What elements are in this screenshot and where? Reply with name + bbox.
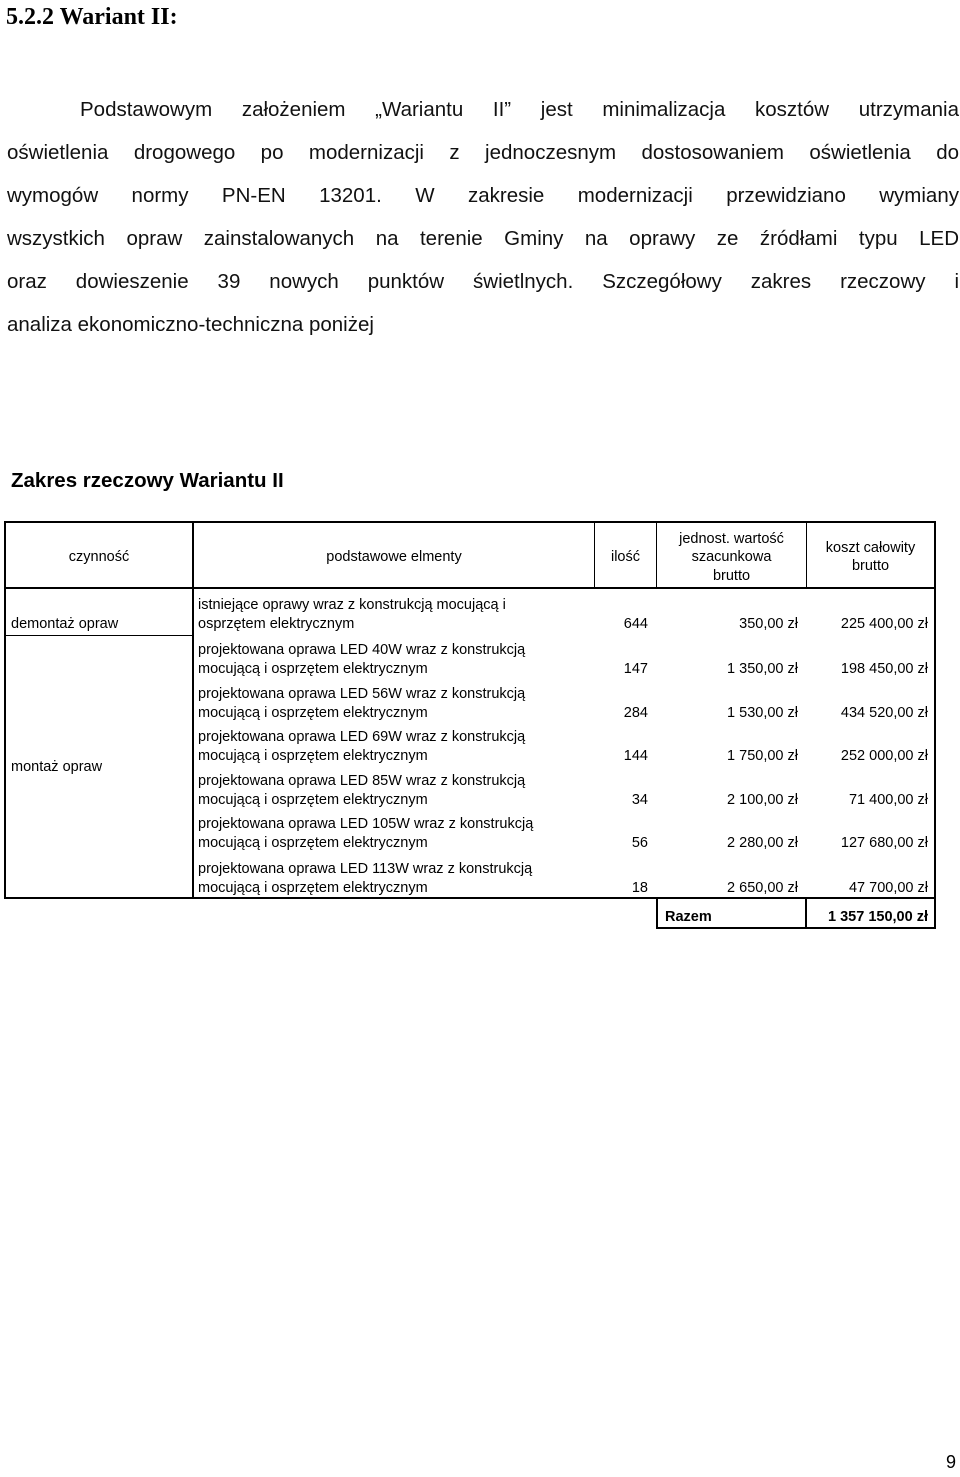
table-border xyxy=(656,927,936,929)
row-unit-value: 1 350,00 zł xyxy=(727,661,798,677)
table-border xyxy=(4,521,936,523)
row-element: mocującą i osprzętem elektrycznym xyxy=(198,835,428,851)
group-mounting: montaż opraw xyxy=(11,759,103,775)
row-element: projektowana oprawa LED 113W wraz z konstrukcją xyxy=(198,861,533,877)
table-border xyxy=(934,897,936,929)
section-heading: 5.2.2 Wariant II: xyxy=(6,4,178,30)
summary-total: 1 357 150,00 zł xyxy=(828,909,928,925)
row-total: 198 450,00 zł xyxy=(840,661,928,677)
row-quantity: 644 xyxy=(623,616,648,632)
row-unit-value: 2 280,00 zł xyxy=(727,835,798,851)
paragraph-line: wymogów normy PN-EN 13201. W zakresie modernizacji przewidziano wymiany xyxy=(7,184,959,207)
header-elements: podstawowe elmenty xyxy=(326,549,462,565)
row-quantity: 34 xyxy=(631,792,648,808)
row-element: projektowana oprawa LED 69W wraz z konstrukcją xyxy=(198,729,526,745)
row-element: mocującą i osprzętem elektrycznym xyxy=(198,880,428,896)
row-total: 225 400,00 zł xyxy=(840,616,928,632)
row-element: mocującą i osprzętem elektrycznym xyxy=(198,661,428,677)
row-element: projektowana oprawa LED 56W wraz z konstrukcją xyxy=(198,686,526,702)
row-quantity: 147 xyxy=(623,661,648,677)
header-unit-value: szacunkowa xyxy=(691,549,772,565)
row-total: 434 520,00 zł xyxy=(840,705,928,721)
row-element: mocującą i osprzętem elektrycznym xyxy=(198,748,428,764)
header-total-cost: brutto xyxy=(851,558,890,574)
header-total-cost: koszt całowity xyxy=(825,540,916,556)
row-quantity: 18 xyxy=(631,880,648,896)
table-title: Zakres rzeczowy Wariantu II xyxy=(11,469,284,492)
row-element: mocującą i osprzętem elektrycznym xyxy=(198,705,428,721)
row-quantity: 284 xyxy=(623,705,648,721)
paragraph-line: oraz dowieszenie 39 nowych punktów świetlnych. Szczegółowy zakres rzeczowy i xyxy=(7,270,959,293)
row-element: osprzętem elektrycznym xyxy=(198,616,355,632)
row-quantity: 144 xyxy=(623,748,648,764)
row-unit-value: 1 530,00 zł xyxy=(727,705,798,721)
page-number: 9 xyxy=(945,1452,956,1472)
table-border xyxy=(4,635,194,636)
paragraph-line: wszystkich opraw zainstalowanych na terenie Gminy na oprawy ze źródłami typu LED xyxy=(7,227,959,250)
row-total: 127 680,00 zł xyxy=(840,835,928,851)
table-border xyxy=(656,897,658,929)
paragraph-line: Podstawowym założeniem „Wariantu II” jest minimalizacja kosztów utrzymania xyxy=(80,98,959,121)
group-dismantling: demontaż opraw xyxy=(11,616,119,632)
table-border xyxy=(4,587,936,589)
row-total: 252 000,00 zł xyxy=(840,748,928,764)
row-element: mocującą i osprzętem elektrycznym xyxy=(198,792,428,808)
table-border xyxy=(192,521,194,899)
row-unit-value: 1 750,00 zł xyxy=(727,748,798,764)
header-unit-value: brutto xyxy=(712,568,751,584)
row-unit-value: 2 100,00 zł xyxy=(727,792,798,808)
summary-label: Razem xyxy=(665,909,712,925)
table-border xyxy=(934,521,936,899)
header-activity: czynność xyxy=(68,549,130,565)
row-quantity: 56 xyxy=(631,835,648,851)
row-element: projektowana oprawa LED 85W wraz z konstrukcją xyxy=(198,773,526,789)
row-total: 71 400,00 zł xyxy=(848,792,928,808)
row-element: istniejące oprawy wraz z konstrukcją mocującą i xyxy=(198,597,506,613)
row-total: 47 700,00 zł xyxy=(848,880,928,896)
row-unit-value: 350,00 zł xyxy=(739,616,798,632)
header-quantity: ilość xyxy=(610,549,640,565)
paragraph-line: analiza ekonomiczno-techniczna poniżej xyxy=(7,313,374,336)
table-border xyxy=(4,521,6,899)
row-element: projektowana oprawa LED 105W wraz z konstrukcją xyxy=(198,816,534,832)
paragraph-line: oświetlenia drogowego po modernizacji z jednoczesnym dostosowaniem oświetlenia do xyxy=(7,141,959,164)
row-unit-value: 2 650,00 zł xyxy=(727,880,798,896)
header-unit-value: jednost. wartość xyxy=(679,531,784,547)
row-element: projektowana oprawa LED 40W wraz z konstrukcją xyxy=(198,642,526,658)
table-border xyxy=(656,897,936,899)
